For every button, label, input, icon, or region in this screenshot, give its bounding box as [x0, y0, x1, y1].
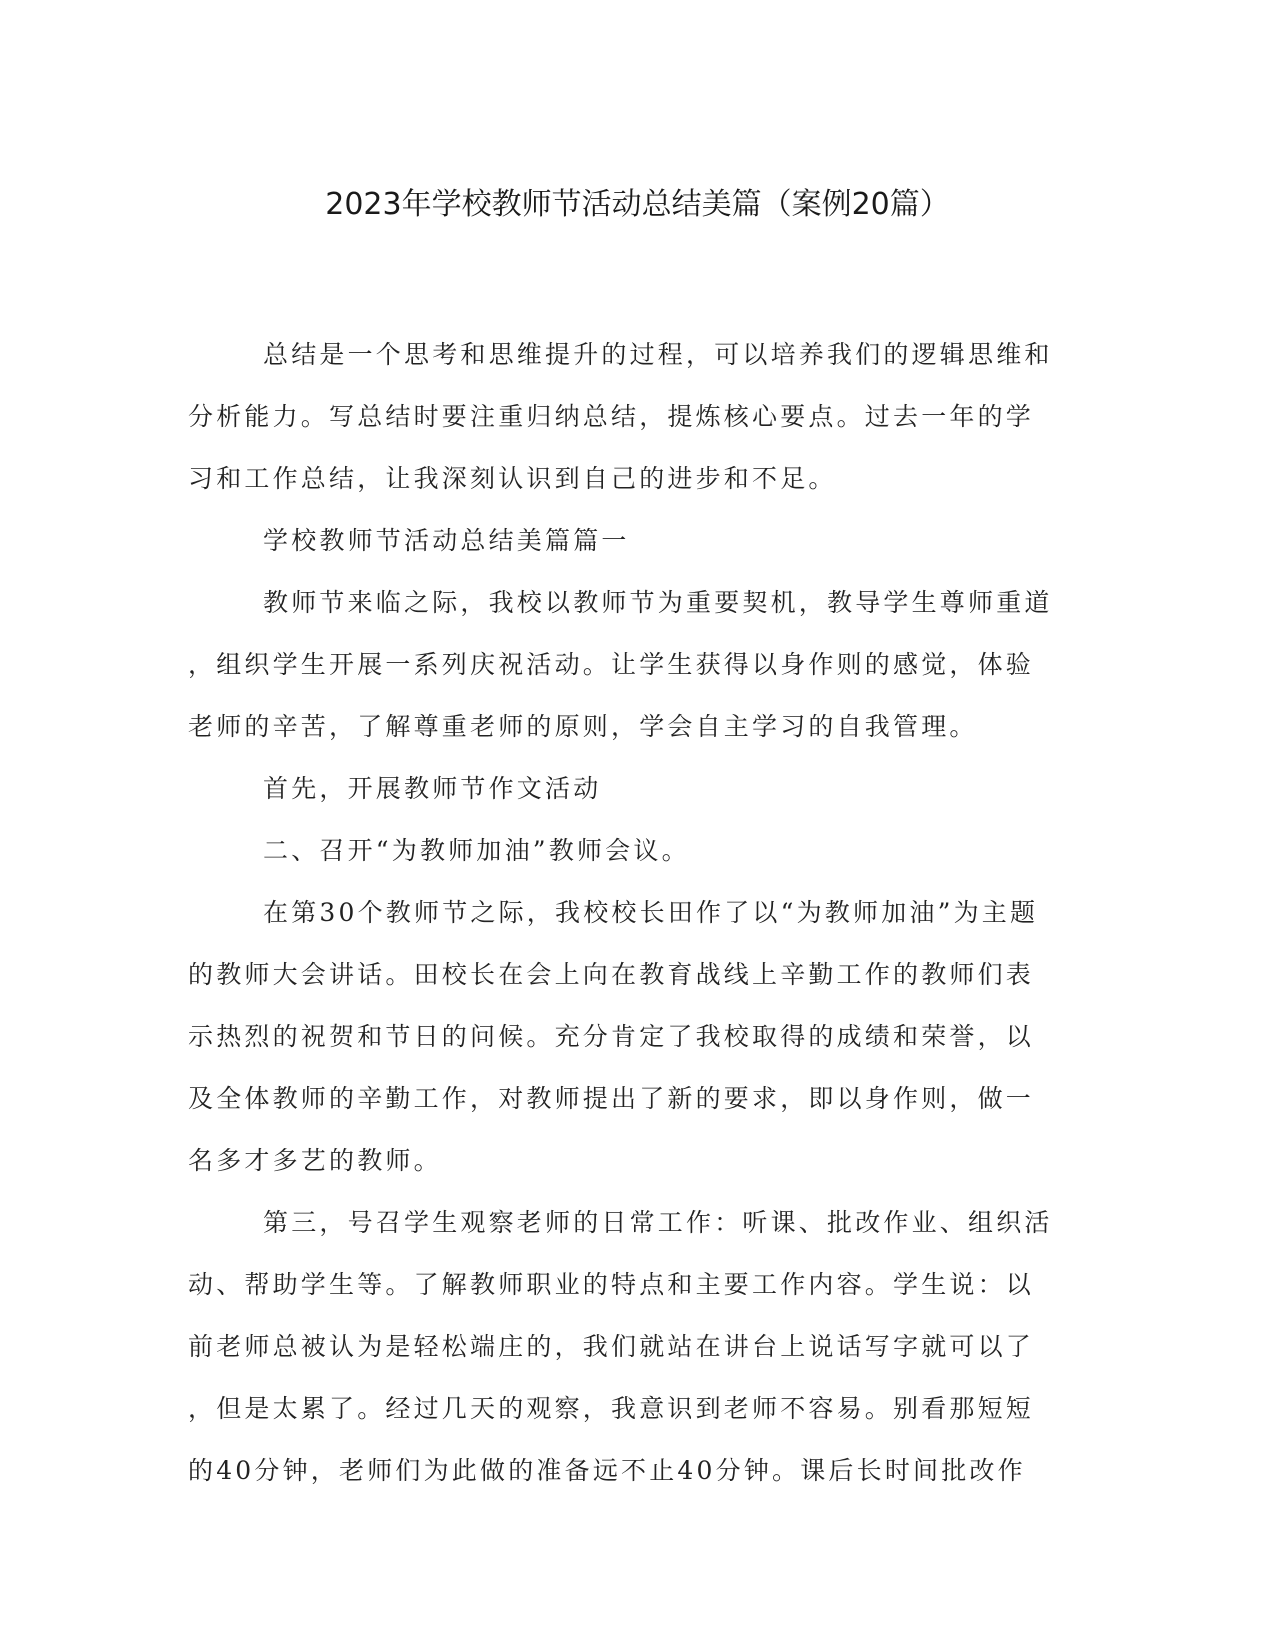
text-line: 总结是一个思考和思维提升的过程，可以培养我们的逻辑思维和: [263, 340, 1053, 369]
text-line: 前老师总被认为是轻松端庄的，我们就站在讲台上说话写字就可以了: [188, 1332, 1035, 1361]
text-line: 名多才多艺的教师。: [188, 1146, 442, 1175]
text-line: 首先，开展教师节作文活动: [263, 774, 602, 803]
text-line: 学校教师节活动总结美篇篇一: [263, 526, 630, 555]
section-heading-1: [188, 510, 1073, 572]
text-line: 习和工作总结，让我深刻认识到自己的进步和不足。: [188, 464, 837, 493]
text-line: 的教师大会讲话。田校长在会上向在教育战线上辛勤工作的教师们表: [188, 960, 1035, 989]
text-line: 分析能力。写总结时要注重归纳总结，提炼核心要点。过去一年的学: [188, 402, 1035, 431]
text-line: 第三，号召学生观察老师的日常工作：听课、批改作业、组织活: [263, 1208, 1053, 1237]
paragraph-5: [188, 1192, 1073, 1502]
text-line: 教师节来临之际，我校以教师节为重要契机，教导学生尊师重道: [263, 588, 1053, 617]
text-line: 老师的辛苦，了解尊重老师的原则，学会自主学习的自我管理。: [188, 712, 978, 741]
paragraph-4: [188, 882, 1073, 1192]
text-line: ，但是太累了。经过几天的观察，我意识到老师不容易。别看那短短: [188, 1394, 1035, 1423]
text-line: 的40分钟，老师们为此做的准备远不止40分钟。课后长时间批改作: [188, 1456, 1026, 1485]
paragraph-2: [188, 758, 1073, 820]
text-line: 在第30个教师节之际，我校校长田作了以“为教师加油”为主题: [263, 898, 1039, 927]
text-line: 及全体教师的辛勤工作，对教师提出了新的要求，即以身作则，做一: [188, 1084, 1035, 1113]
text-line: ，组织学生开展一系列庆祝活动。让学生获得以身作则的感觉，体验: [188, 650, 1035, 679]
document-title: 2023年学校教师节活动总结美篇（案例20篇）: [325, 187, 950, 222]
text-line: 二、召开“为教师加油”教师会议。: [263, 836, 690, 865]
paragraph-intro: [188, 324, 1073, 510]
paragraph-1: [188, 572, 1073, 758]
text-line: 动、帮助学生等。了解教师职业的特点和主要工作内容。学生说：以: [188, 1270, 1035, 1299]
document-body: [188, 324, 1073, 1502]
text-line: 示热烈的祝贺和节日的问候。充分肯定了我校取得的成绩和荣誉，以: [188, 1022, 1035, 1051]
paragraph-3: [188, 820, 1073, 882]
